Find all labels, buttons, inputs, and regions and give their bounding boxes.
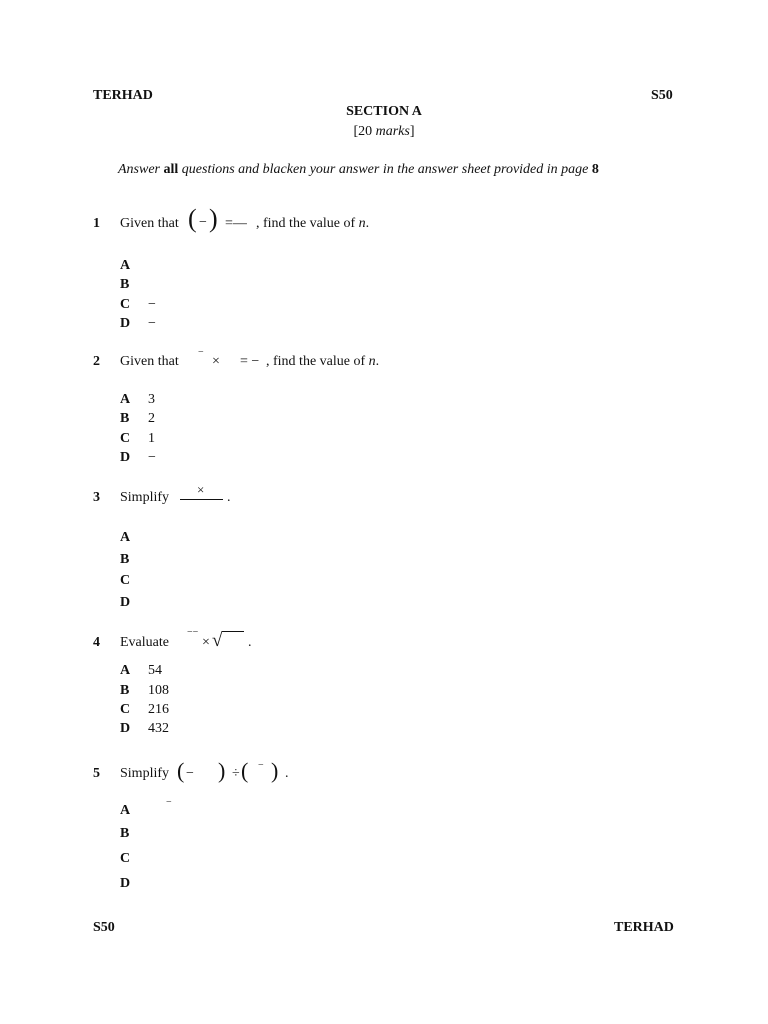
question-stem: Given that [120,216,179,231]
footer-left: S50 [93,920,115,935]
option-value: − [148,316,156,331]
option-label[interactable]: D [120,876,131,891]
marks-open: [20 [353,124,376,139]
stem-period: . [375,354,380,369]
marks-close: ] [409,124,415,139]
option-label[interactable]: C [120,297,131,312]
header-right: S50 [651,88,673,103]
section-title: SECTION A [346,104,422,119]
option-label[interactable]: D [120,450,131,465]
option-label[interactable]: D [120,721,131,736]
superscript-minus: −− [187,627,199,638]
instruction-part-1: Answer [118,162,164,177]
option-value: 1 [148,431,155,446]
option-label[interactable]: C [120,431,131,446]
option-label[interactable]: A [120,530,131,545]
option-value: 108 [148,683,169,698]
option-label[interactable]: A [120,392,131,407]
marks-word: marks [375,124,410,139]
option-value: − [166,797,172,808]
question-stem: Evaluate [120,635,169,650]
right-paren: ) [271,758,279,783]
left-paren: ( [241,758,249,783]
option-label[interactable]: C [120,573,131,588]
question-stem: Simplify [120,490,170,505]
option-value: − [148,297,156,312]
right-paren: ) [209,204,218,233]
stem-period: . [248,635,252,650]
option-label[interactable]: B [120,411,130,426]
divide-symbol: ÷ [232,766,240,781]
option-label[interactable]: B [120,826,130,841]
fraction-bar [180,499,223,500]
question-stem-end [256,216,369,232]
stem-period: . [285,766,289,781]
option-label[interactable]: D [120,316,131,331]
instruction [118,162,599,178]
option-label[interactable]: D [120,595,131,610]
variable: n [358,216,366,231]
option-value: 216 [148,702,169,717]
question-number: 5 [93,766,100,781]
footer-right: TERHAD [614,920,674,935]
variable: n [368,354,376,369]
stem-period: . [365,216,370,231]
option-label[interactable]: B [120,277,130,292]
question-stem-end [266,354,379,370]
square-root-bar [222,631,244,632]
stem-text: , find the value of [266,354,369,369]
instruction-all: all [163,162,179,177]
option-value: − [148,450,156,465]
option-label[interactable]: C [120,702,131,717]
square-root-symbol: √ [212,630,223,651]
question-number: 3 [93,490,100,505]
minus-symbol: − [186,766,194,781]
question-number: 4 [93,635,100,650]
stem-period: . [227,490,231,505]
right-paren: ) [218,758,226,783]
question-stem: Simplify [120,766,170,781]
minus-symbol: − [199,215,207,230]
instruction-part-3: questions and blacken your answer in the answer sheet provided in page [178,162,592,177]
option-value: 2 [148,411,155,426]
times-symbol: × [212,354,220,369]
header-left: TERHAD [93,88,153,103]
stem-text: , find the value of [256,216,359,231]
option-value: 3 [148,392,155,407]
option-label[interactable]: B [120,552,130,567]
option-label[interactable]: A [120,803,131,818]
section-marks [0,124,768,140]
numerator-times: × [197,482,205,497]
left-paren: ( [188,204,197,233]
instruction-page-number: 8 [591,162,599,177]
option-value: 54 [148,663,162,678]
option-label[interactable]: A [120,663,131,678]
option-label[interactable]: A [120,258,131,273]
superscript-minus: − [258,760,264,771]
option-value: 432 [148,721,169,736]
equals-symbol: =— [225,216,247,231]
question-number: 1 [93,216,100,231]
equals-symbol: = − [240,354,260,369]
left-paren: ( [177,758,185,783]
superscript-minus: − [198,347,204,358]
times-symbol: × [202,635,210,650]
option-label[interactable]: C [120,851,131,866]
question-number: 2 [93,354,100,369]
question-stem: Given that [120,354,179,369]
option-label[interactable]: B [120,683,130,698]
